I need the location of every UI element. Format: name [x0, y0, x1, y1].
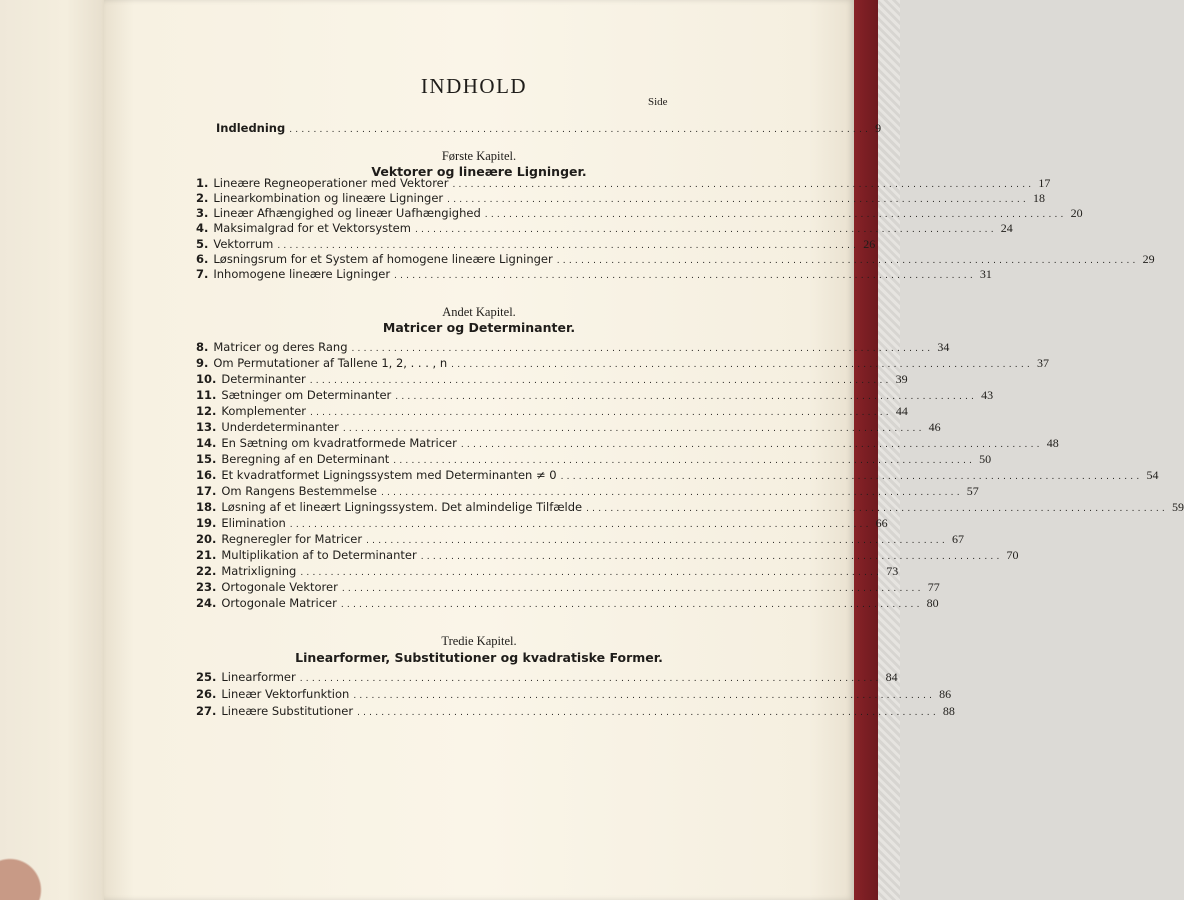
- toc-entry-page: 67: [951, 532, 964, 546]
- toc-entry-page: 88: [942, 704, 955, 718]
- dot-leader: ................................................................................................: [420, 552, 1003, 562]
- dot-leader: ................................................................................................: [299, 674, 882, 684]
- toc-entry-page: 20: [1070, 206, 1083, 220]
- toc-entry-label: Komplementer: [221, 404, 307, 418]
- toc-entry-label: Om Rangens Bestemmelse: [221, 484, 377, 498]
- dot-leader: ................................................................................................: [556, 256, 1139, 266]
- dot-leader: ................................................................................................: [340, 600, 923, 610]
- toc-entry-label: Ortogonale Matricer: [221, 596, 337, 610]
- toc-entry-page: 39: [895, 372, 908, 386]
- toc-entry-number: 1.: [196, 176, 209, 190]
- toc-entry-label: Determinanter: [221, 372, 306, 386]
- toc-entry-page: 9: [875, 121, 882, 135]
- toc-entry: [196, 237, 876, 252]
- dot-leader: ................................................................................................: [394, 271, 976, 281]
- dot-leader: ................................................................................................: [341, 584, 924, 594]
- finger: [0, 840, 60, 900]
- toc-entry-label: Lineær Vektorfunktion: [221, 687, 350, 701]
- toc-entry-page: 80: [926, 596, 939, 610]
- book-page: [104, 0, 1184, 900]
- toc-entry-number: 12.: [196, 404, 217, 418]
- dot-leader: ................................................................................................: [366, 536, 948, 546]
- chapter-title: Linearformer, Substitutioner og kvadratiske Former.: [295, 650, 663, 665]
- dot-leader: ................................................................................................: [460, 440, 1043, 450]
- toc-entry: [196, 356, 1049, 371]
- toc-entry: [196, 687, 952, 702]
- toc-entry-page: 57: [966, 484, 979, 498]
- table-of-contents: [104, 0, 1184, 900]
- toc-entry: [196, 564, 899, 579]
- dot-leader: ................................................................................................: [353, 691, 936, 701]
- dot-leader: ................................................................................................: [380, 488, 963, 498]
- dot-leader: ................................................................................................: [289, 125, 872, 135]
- toc-entry-page: 26: [863, 237, 876, 251]
- toc-entry-page: 29: [1142, 252, 1155, 266]
- toc-entry-label: Inhomogene lineære Ligninger: [213, 267, 391, 281]
- page-column-label: Side: [648, 96, 668, 108]
- toc-entry-label: Underdeterminanter: [221, 420, 339, 434]
- toc-entry-page: 24: [1000, 221, 1013, 235]
- toc-entry-label: En Sætning om kvadratformede Matricer: [221, 436, 457, 450]
- toc-entry-page: 50: [979, 452, 992, 466]
- toc-entry-number: 5.: [196, 237, 209, 251]
- toc-entry-label: Lineære Regneoperationer med Vektorer: [213, 176, 449, 190]
- dot-leader: ................................................................................................: [342, 424, 925, 434]
- toc-entry: [196, 221, 1013, 236]
- toc-entry: [196, 468, 1159, 483]
- toc-entry-page: 84: [885, 670, 898, 684]
- toc-entry-number: 20.: [196, 532, 217, 546]
- toc-entry-page: 77: [927, 580, 940, 594]
- toc-entry: [196, 548, 1019, 563]
- toc-entry-number: 9.: [196, 356, 209, 370]
- toc-entry-number: 19.: [196, 516, 217, 530]
- dot-leader: ................................................................................................: [300, 568, 883, 578]
- toc-entry-page: 17: [1038, 176, 1051, 190]
- toc-entry-label: Vektorrum: [213, 237, 274, 251]
- toc-entry: [196, 176, 1051, 191]
- toc-entry-label: Multiplikation af to Determinanter: [221, 548, 417, 562]
- toc-entry-number: 22.: [196, 564, 217, 578]
- dot-leader: ................................................................................................: [310, 408, 892, 418]
- toc-entry: [196, 452, 992, 467]
- dot-leader: ................................................................................................: [452, 180, 1035, 190]
- chapter-title: Matricer og Determinanter.: [382, 320, 576, 335]
- toc-entry-number: 3.: [196, 206, 209, 220]
- toc-entry-label: Lineær Afhængighed og lineær Uafhængighed: [213, 206, 481, 220]
- toc-entry-number: 10.: [196, 372, 217, 386]
- toc-entry-label: Matricer og deres Rang: [213, 340, 348, 354]
- toc-entry: [196, 580, 940, 595]
- toc-entry: [196, 340, 950, 355]
- toc-entry-number: 17.: [196, 484, 217, 498]
- toc-entry-number: 24.: [196, 596, 217, 610]
- toc-entry: [196, 436, 1059, 451]
- toc-entry-label: Linearkombination og lineære Ligninger: [213, 191, 444, 205]
- toc-entry-label: Indledning: [216, 121, 286, 135]
- toc-entry-page: 43: [981, 388, 994, 402]
- toc-entry: [196, 404, 908, 419]
- toc-entry-label: Om Permutationer af Tallene 1, 2, . . . , n: [213, 356, 448, 370]
- toc-entry-page: 59: [1171, 500, 1184, 514]
- toc-entry-number: 13.: [196, 420, 217, 434]
- toc-entry-number: 26.: [196, 687, 217, 701]
- toc-entry-number: 27.: [196, 704, 217, 718]
- toc-entry: [196, 388, 994, 403]
- toc-entry-label: Løsning af et lineært Ligningssystem. Det almindelige Tilfælde: [221, 500, 583, 514]
- dot-leader: ................................................................................................: [447, 195, 1029, 205]
- toc-entry-label: Lineære Substitutioner: [221, 704, 354, 718]
- toc-entry-label: Ortogonale Vektorer: [221, 580, 338, 594]
- toc-entry: [196, 596, 939, 611]
- toc-entry: [196, 704, 955, 719]
- toc-entry-page: 73: [886, 564, 899, 578]
- toc-entry-number: 23.: [196, 580, 217, 594]
- left-page: [0, 0, 110, 900]
- toc-entry-label: Linearformer: [221, 670, 296, 684]
- dot-leader: ................................................................................................: [484, 210, 1067, 220]
- toc-entry-number: 14.: [196, 436, 217, 450]
- toc-entry: [196, 372, 908, 387]
- toc-entry-page: 37: [1036, 356, 1049, 370]
- toc-entry-page: 86: [939, 687, 952, 701]
- toc-entry-page: 48: [1046, 436, 1059, 450]
- toc-entry-label: Løsningsrum for et System af homogene lineære Ligninger: [213, 252, 553, 266]
- chapter-subtitle: Tredie Kapitel.: [441, 634, 517, 648]
- dot-leader: ................................................................................................: [560, 472, 1143, 482]
- toc-entry: [196, 670, 898, 685]
- toc-entry: [196, 191, 1045, 206]
- toc-entry-number: 25.: [196, 670, 217, 684]
- dot-leader: ................................................................................................: [586, 504, 1168, 514]
- toc-entry: [196, 252, 1155, 267]
- toc-entry: [196, 267, 992, 282]
- dot-leader: ................................................................................................: [289, 520, 872, 530]
- toc-entry-label: Regneregler for Matricer: [221, 532, 363, 546]
- toc-entry-page: 44: [895, 404, 908, 418]
- toc-entry-page: 46: [928, 420, 941, 434]
- toc-entry-label: Sætninger om Determinanter: [221, 388, 392, 402]
- toc-entry: [196, 206, 1083, 221]
- toc-entry-number: 21.: [196, 548, 217, 562]
- chapter-title: Vektorer og lineære Ligninger.: [371, 164, 587, 179]
- dot-leader: ................................................................................................: [309, 376, 892, 386]
- toc-entry: [196, 484, 979, 499]
- toc-entry-label: Beregning af en Determinant: [221, 452, 390, 466]
- dot-leader: ................................................................................................: [357, 708, 939, 718]
- toc-entry-page: 31: [979, 267, 992, 281]
- toc-entry-label: Et kvadratformet Ligningssystem med Determinanten ≠ 0: [221, 468, 557, 482]
- toc-entry-label: Maksimalgrad for et Vektorsystem: [213, 221, 411, 235]
- dot-leader: ................................................................................................: [414, 225, 997, 235]
- chapter-subtitle: Første Kapitel.: [441, 149, 517, 163]
- dot-leader: ................................................................................................: [395, 392, 978, 402]
- toc-entry-page: 54: [1146, 468, 1159, 482]
- toc-entry-number: 15.: [196, 452, 217, 466]
- toc-entry-page: 66: [875, 516, 888, 530]
- toc-title: INDHOLD: [420, 74, 528, 98]
- toc-entry-number: 4.: [196, 221, 209, 235]
- toc-entry-number: 6.: [196, 252, 209, 266]
- dot-leader: ................................................................................................: [351, 344, 934, 354]
- toc-entry: [196, 500, 1184, 515]
- toc-entry-page: 18: [1032, 191, 1045, 205]
- toc-entry: [196, 532, 964, 547]
- toc-entry-number: 7.: [196, 267, 209, 281]
- toc-entry-label: Matrixligning: [221, 564, 297, 578]
- toc-entry: [196, 420, 941, 435]
- toc-entry-intro: [216, 121, 882, 136]
- toc-entry-number: 2.: [196, 191, 209, 205]
- toc-entry-number: 18.: [196, 500, 217, 514]
- toc-entry-page: 34: [937, 340, 950, 354]
- dot-leader: ................................................................................................: [277, 241, 860, 251]
- toc-entry-label: Elimination: [221, 516, 286, 530]
- toc-entry-number: 16.: [196, 468, 217, 482]
- toc-entry-number: 11.: [196, 388, 217, 402]
- chapter-subtitle: Andet Kapitel.: [442, 305, 516, 319]
- dot-leader: ................................................................................................: [393, 456, 976, 466]
- toc-entry-number: 8.: [196, 340, 209, 354]
- toc-entry-page: 70: [1006, 548, 1019, 562]
- dot-leader: ................................................................................................: [451, 360, 1033, 370]
- toc-entry: [196, 516, 888, 531]
